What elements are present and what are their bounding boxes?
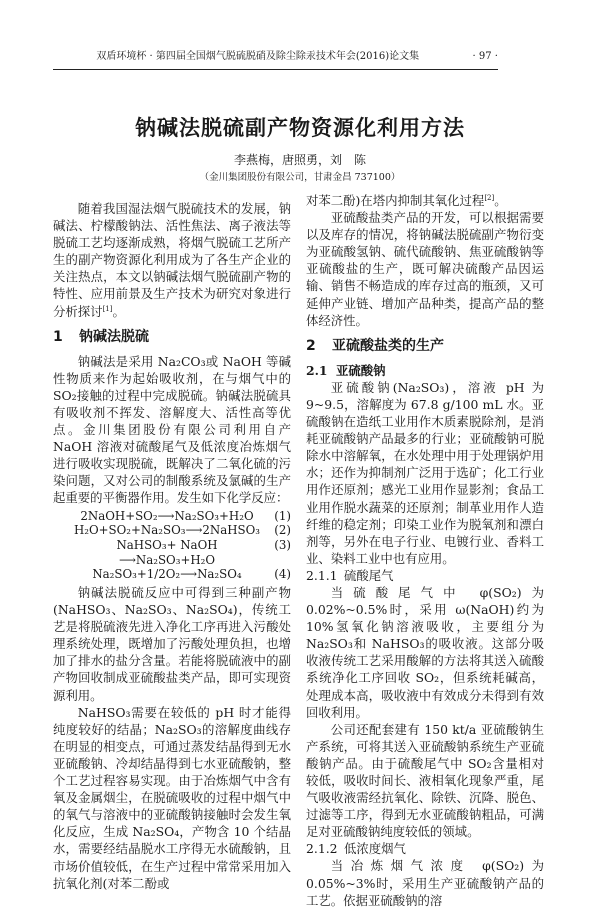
section-heading-2 — [306, 337, 544, 355]
subsection-heading-2-1 — [306, 362, 544, 379]
equation-formula: NaHSO₃+ NaOH ⟶Na₂SO₃+H₂O — [116, 537, 218, 567]
paragraph-text: 钠碱法是采用 Na₂CO₃或 NaOH 等碱性物质来作为起始吸收剂，在与烟气中的 SO₂接触的过程中完成脱硫。钠碱法脱硫具有吸收剂不挥发、溶解度大、活性高等优点。金川集团股份有限公司利用自产 NaOH 溶液对硫酸尾气及低浓度冶炼烟气进行吸收实现脱硫，既解决了二氧化硫的污染问题，又对公司的制酸系统及氯碱的生产起重要的平衡器作用。发生如下化学反应： — [53, 353, 291, 506]
intro-paragraph — [53, 200, 291, 320]
equation-2 — [53, 523, 291, 538]
paragraph-text: 对苯二酚)在塔内抑制其氧化过程 — [306, 193, 485, 208]
section-number: 2 — [306, 337, 316, 354]
equations — [53, 509, 291, 583]
paragraph-end: 。 — [494, 193, 507, 208]
left-column — [53, 192, 291, 892]
equation-number: (4) — [274, 567, 291, 582]
section-title: 亚硫酸钠 — [336, 362, 386, 378]
running-header: 双盾环境杯 · 第四届全国烟气脱硫脱硝及除尘除汞技术年会(2016)论文集 — [96, 51, 420, 62]
equation-number: (2) — [274, 523, 291, 538]
paragraph-text: 当硫酸尾气中 φ(SO₂)为 0.02%~0.5%时，采用 ω(NaOH)约为 10%氢氧化钠溶液吸收，主要组分为Na₂SO₃和 NaHSO₃的吸收液。这部分吸收液传统工艺采用酸解的方法将其送入硫酸系统净化工序回收 SO₂，但系统耗碱高，处理成本高，吸收液中有效成分未得到有效回收利用。 — [306, 584, 544, 720]
equation-number: (3) — [274, 537, 291, 552]
page-number: · 97 · — [472, 51, 498, 62]
section-number: 2.1 — [306, 362, 328, 378]
body-columns — [53, 192, 547, 909]
paper-title: 钠碱法脱硫副产物资源化利用方法 — [135, 116, 465, 140]
equation-formula: H₂O+SO₂+Na₂SO₃⟶2NaHSO₃ — [73, 523, 261, 538]
right-column — [306, 192, 544, 909]
paragraph-text: 亚硫酸钠(Na₂SO₃)，溶液 pH 为 9~9.5，溶解度为 67.8 g/100 mL 水。亚硫酸钠在造纸工业用作木质素脱除剂，是消耗亚硫酸钠产品最多的行业；亚硫酸钠可脱除水中溶解氧，在水处理中用于处理锅炉用水；还作为抑制剂广泛用于选矿；化工行业用作还原剂；感光工业用作显影剂；食品工业用作脱水蔬菜的还原剂；制革业用作人造纤维的稳定剂；印染工业作为脱氧剂和漂白剂等，另外在电子行业、电镀行业、香料工业、染料工业中也有应用。 — [306, 379, 544, 566]
section-title: 低浓度烟气 — [344, 841, 406, 857]
section-number: 1 — [53, 328, 63, 345]
subsection-heading-2-1-2 — [306, 840, 544, 857]
subsection-heading-2-1-1 — [306, 567, 544, 584]
paragraph-text: 当冶炼烟气浓度 φ(SO₂)为 0.05%~3%时，采用生产亚硫酸钠产品的工艺。依据亚硫酸钠的溶 — [306, 858, 544, 908]
section-number: 2.1.2 — [306, 841, 338, 857]
section-title: 钠碱法脱硫 — [79, 328, 149, 345]
intro-text: 随着我国湿法烟气脱硫技术的发展，钠碱法、柠檬酸钠法、活性焦法、离子液法等脱硫工艺均逐渐成熟，将烟气脱硫工艺所产生的副产物资源化利用成为了各生产企业的关注热点，本文以钠碱法烟气脱硫副产物的特性、应用前景及生产技术为研究对象进行分析探讨 — [53, 201, 291, 319]
equation-formula: 2NaOH+SO₂⟶Na₂SO₃+H₂O — [80, 508, 254, 523]
equation-number: (1) — [274, 508, 291, 523]
running-header-bar — [53, 50, 498, 70]
intro-end: 。 — [112, 303, 125, 319]
section-title: 硫酸尾气 — [344, 567, 394, 583]
citation: [1] — [102, 304, 113, 313]
continued-paragraph — [306, 192, 544, 209]
section-number: 2.1.1 — [306, 567, 338, 583]
paragraph-text: 公司还配套建有 150 kt/a 亚硫酸钠生产系统，可将其送入亚硫酸钠系统生产亚硫酸钠产品。由于硫酸尾气中 SO₂含量相对较低，吸收时间长、液相氧化现象严重，尾气吸收液需经抗氧化、除铁、沉降、脱色、过滤等工序，得到无水亚硫酸钠粗品，可满足对亚硫酸钠纯度较低的领域。 — [306, 721, 544, 840]
paragraph-text: 亚硫酸盐类产品的开发，可以根据需要以及库存的情况，将钠碱法脱硫副产物衍变为亚硫酸氢钠、硫代硫酸钠、焦亚硫酸钠等亚硫酸盐的生产，既可解决硫酸产品因运输、销售不畅造成的库存过高的瓶颈，又可延伸产业链、增加产品种类，提高产品的整体经济性。 — [306, 210, 544, 328]
equation-3 — [53, 538, 291, 567]
affiliation: （金川集团股份有限公司，甘肃金昌 737100） — [199, 172, 401, 183]
authors: 李燕梅，唐照勇，刘 陈 — [233, 153, 366, 167]
citation: [2] — [484, 193, 495, 202]
section-heading-1 — [53, 328, 291, 346]
paragraph-text: 钠碱法脱硫反应中可得到三种副产物(NaHSO₃、Na₂SO₃、Na₂SO₄)，传统工艺是将脱硫液先进入净化工序再进入污酸处理系统处理，既增加了污酸处理负担，也增加了排水的盐分含量。若能将脱硫液中的副产物回收制成亚硫酸盐类产品，即可实现资源利用。 — [53, 585, 291, 703]
equation-4 — [53, 567, 291, 582]
paragraph-text: NaHSO₃需要在较低的 pH 时才能得纯度较好的结晶；Na₂SO₃的溶解度曲线存在明显的相变点，可通过蒸发结晶得到无水亚硫酸钠、冷却结晶得到七水亚硫酸钠，整个工艺过程容易实现。由于冶炼烟气中含有氧及金属烟尘，在脱硫吸收的过程中烟气中的氧气与溶液中的亚硫酸钠接触时会发生氧化反应，生成 Na₂SO₄，产物含 10 个结晶水，需要经结晶脱水工序得无水硫酸钠，且市场价值较低，在生产过程中常常采用加入抗氧化剂(对苯二酚或 — [53, 704, 291, 891]
section-title: 亚硫酸盐类的生产 — [332, 337, 444, 354]
equation-1 — [53, 509, 291, 524]
equation-formula: Na₂SO₃+1/2O₂⟶Na₂SO₄ — [92, 567, 242, 582]
